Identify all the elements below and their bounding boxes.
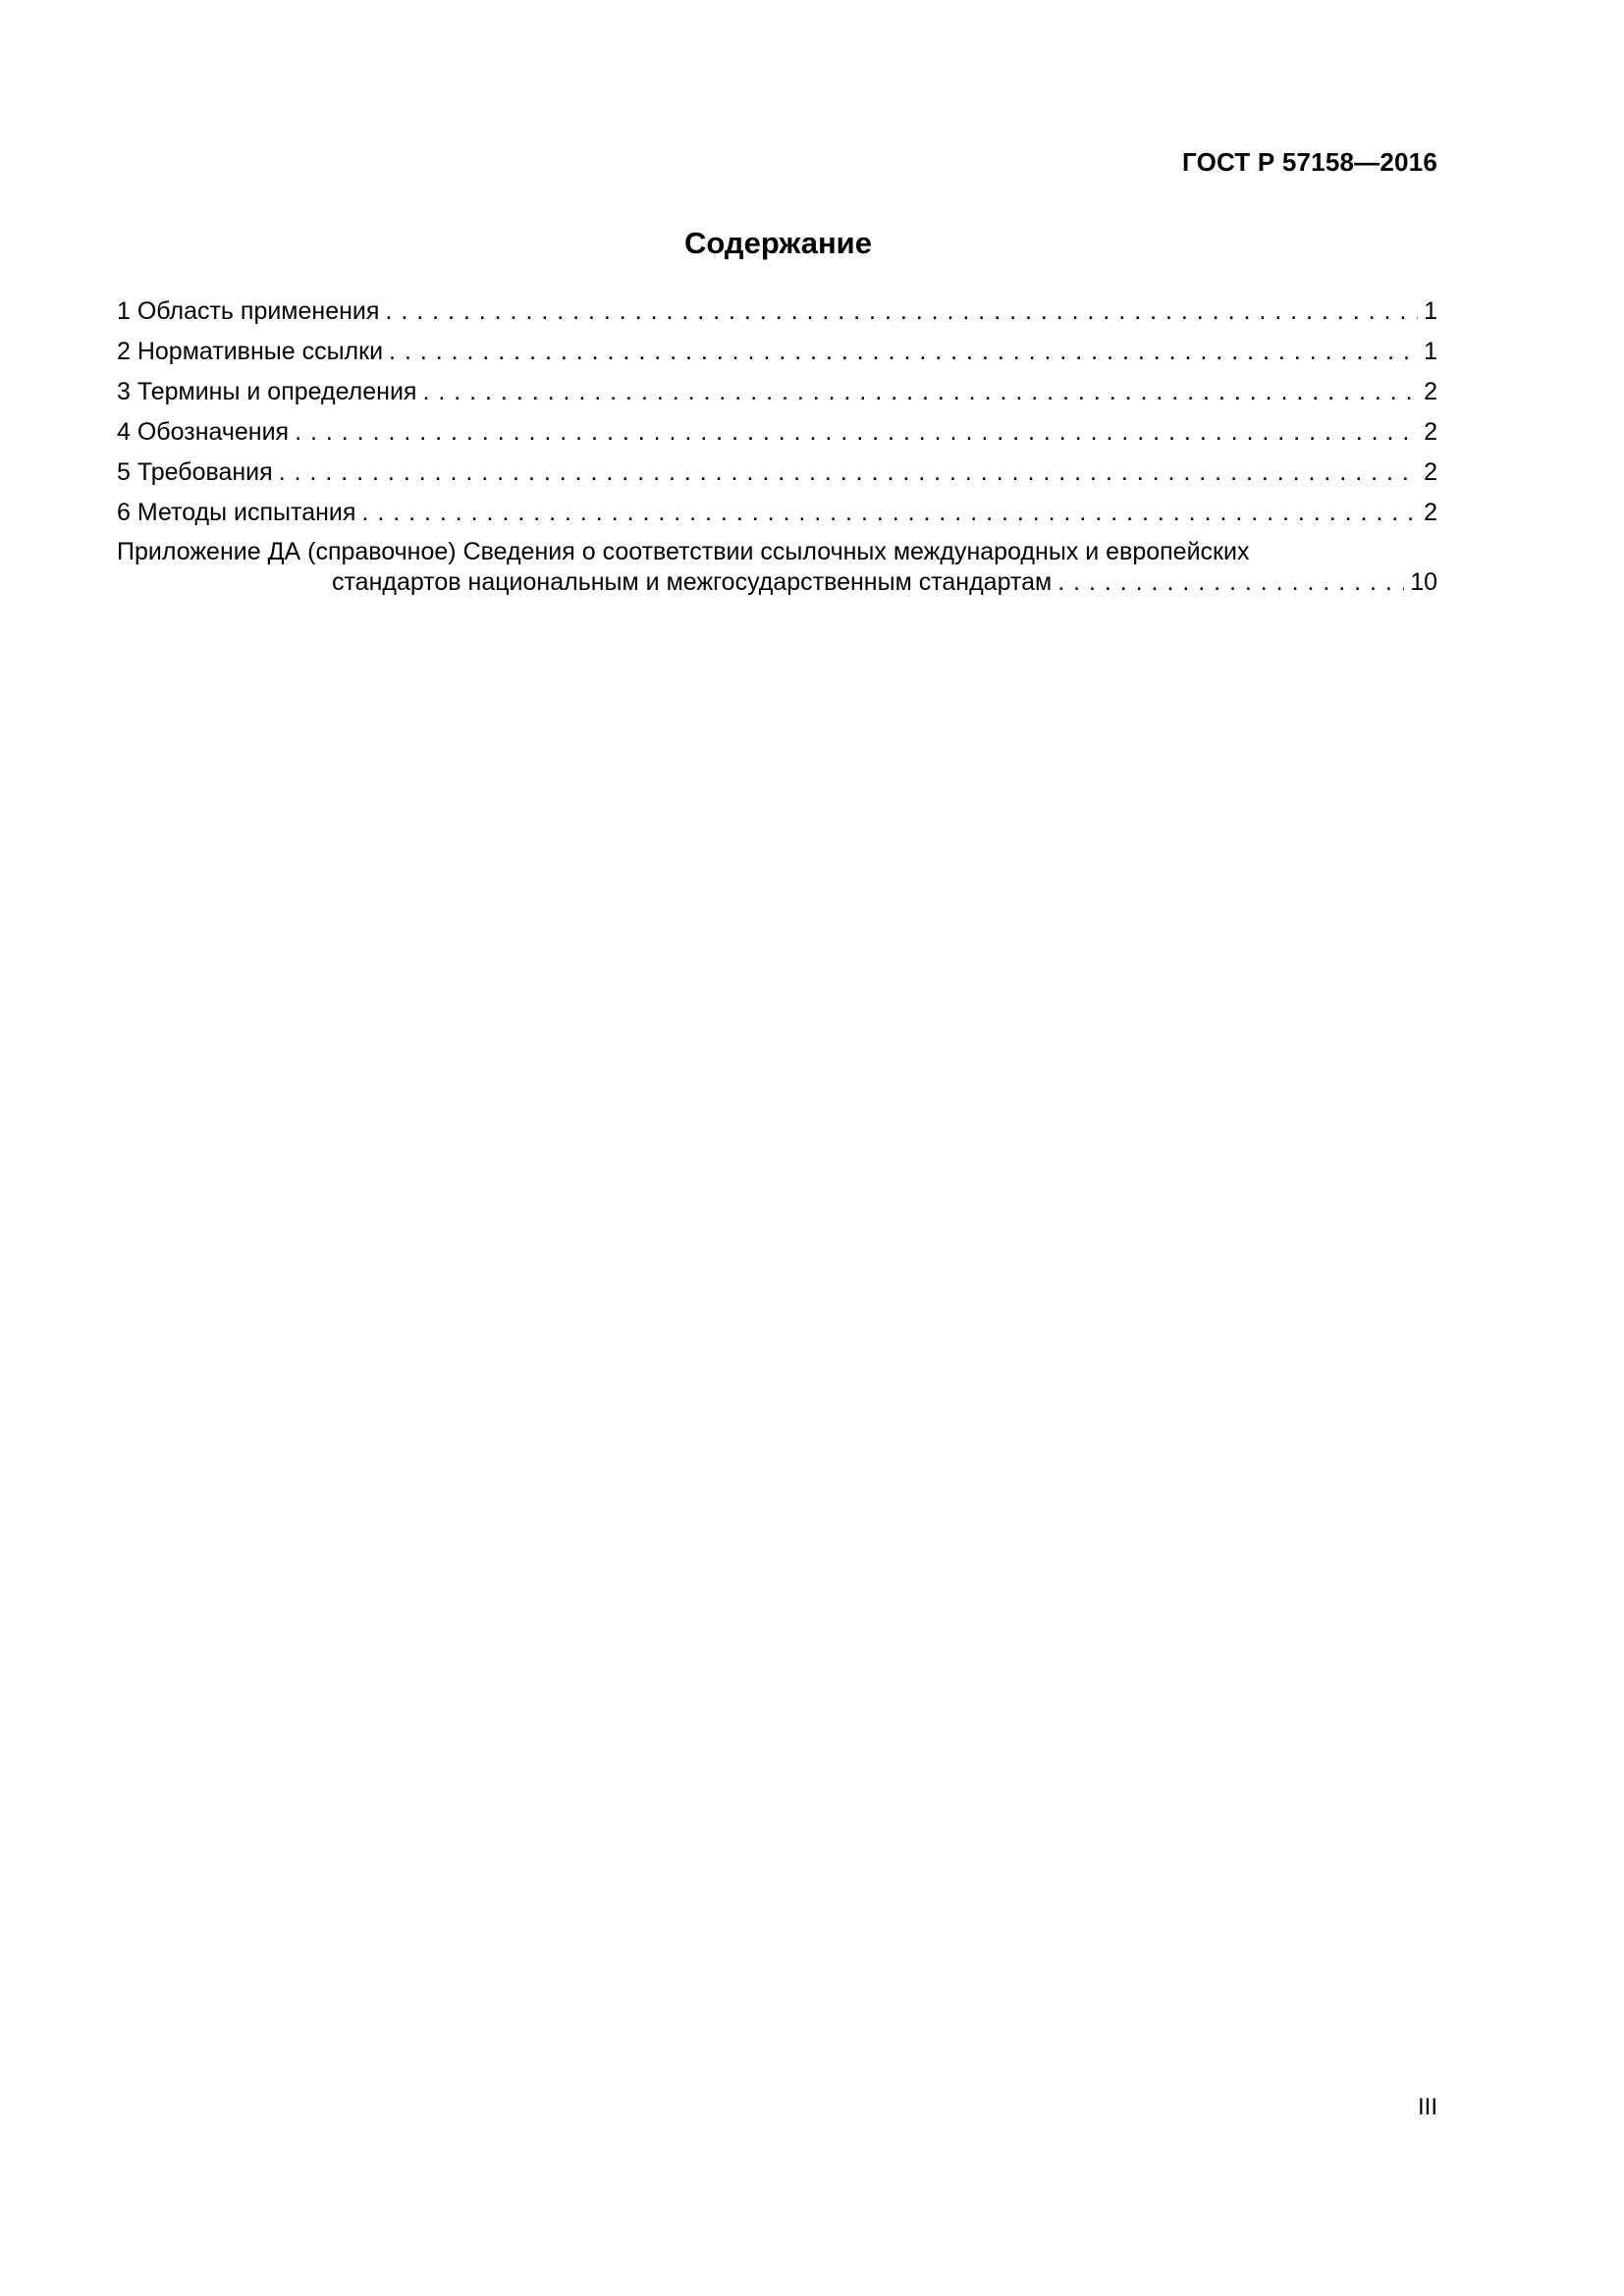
toc-annex-title-line2: стандартов национальным и межгосударственным стандартам xyxy=(332,568,1053,596)
toc-entry-label: 6 Методы испытания xyxy=(117,499,356,526)
toc-title: Содержание xyxy=(684,226,872,260)
toc-annex-title-line1: Приложение ДА (справочное) Сведения о соответствии ссылочных международных и европейских xyxy=(117,538,1250,565)
toc-entry-label: 3 Термины и определения xyxy=(117,378,417,405)
toc-entry-label: 2 Нормативные ссылки xyxy=(117,338,384,365)
toc-entry-label: 5 Требования xyxy=(117,458,273,486)
toc-entry-page: 2 xyxy=(1424,499,1437,526)
toc-entry-requirements[interactable] xyxy=(117,453,1437,493)
toc-entry-label: 1 Область применения xyxy=(117,297,380,325)
toc-entry-symbols[interactable] xyxy=(117,412,1437,453)
toc-entry-page: 1 xyxy=(1424,338,1437,365)
toc-entry-page: 1 xyxy=(1424,297,1437,325)
toc-entry-normative-references[interactable] xyxy=(117,332,1437,372)
toc-dot-leader xyxy=(1057,567,1404,598)
toc-entry-page: 2 xyxy=(1424,418,1437,446)
toc-dot-leader xyxy=(389,332,1418,372)
toc-dot-leader xyxy=(279,453,1418,493)
toc-annex-title-line2-row xyxy=(117,567,1437,598)
toc-entry-page: 10 xyxy=(1410,568,1437,596)
toc-dot-leader xyxy=(422,372,1418,412)
toc-entry-scope[interactable] xyxy=(117,292,1437,332)
toc-entry-terms-definitions[interactable] xyxy=(117,372,1437,412)
document-code: ГОСТ Р 57158—2016 xyxy=(1182,147,1437,177)
page-number: III xyxy=(1417,2094,1437,2120)
toc-dot-leader xyxy=(295,412,1418,453)
toc-entry-annex-da[interactable] xyxy=(117,537,1437,598)
toc-entry-test-methods[interactable] xyxy=(117,493,1437,533)
toc-entry-label: 4 Обозначения xyxy=(117,418,290,446)
toc-dot-leader xyxy=(385,292,1418,332)
table-of-contents xyxy=(117,292,1437,598)
toc-entry-page: 2 xyxy=(1424,378,1437,405)
toc-entry-page: 2 xyxy=(1424,458,1437,486)
toc-dot-leader xyxy=(361,493,1418,533)
